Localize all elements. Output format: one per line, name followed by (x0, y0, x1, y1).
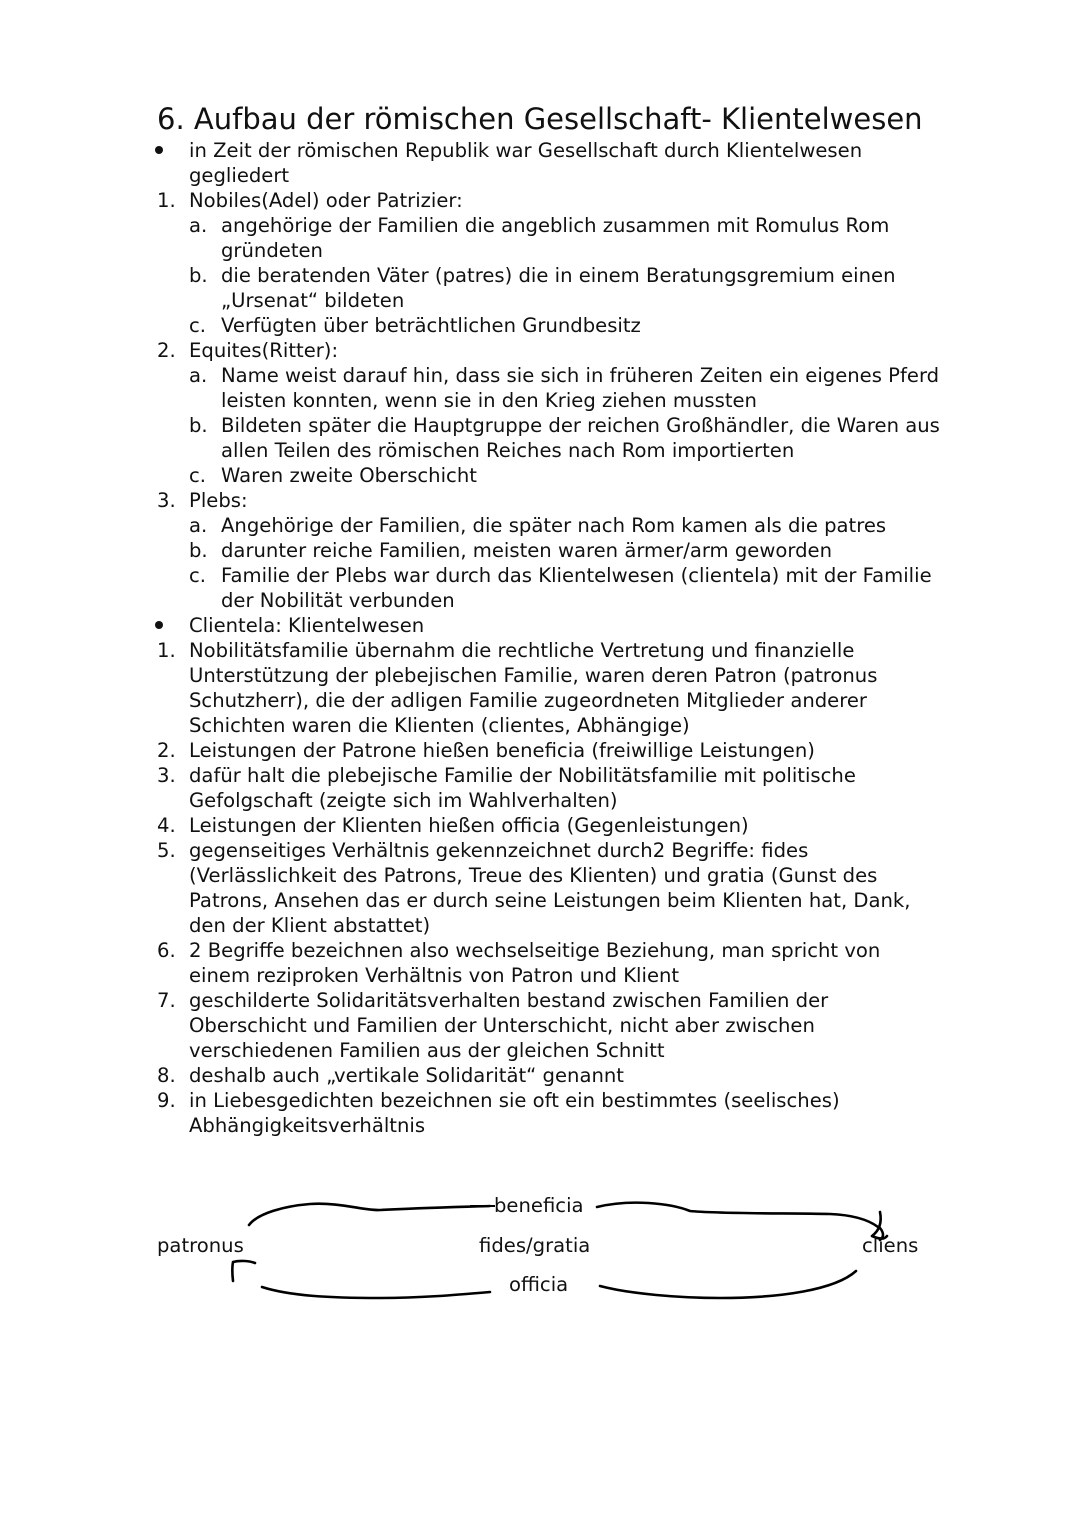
line-text: Angehörige der Familien, die später nach Rom kamen als die patres (221, 514, 887, 537)
clientela-point-line (0, 738, 1080, 763)
list-marker: 3. (157, 489, 176, 512)
officia-label: officia (509, 1273, 569, 1296)
clientela-point-line (0, 763, 1080, 788)
group-subitem-line (0, 213, 1080, 238)
title-text: Aufbau der römischen Gesellschaft- Klientelwesen (193, 102, 923, 136)
document-body (0, 138, 1080, 1138)
line-text: Name weist darauf hin, dass sie sich in früheren Zeiten ein eigenes Pferd (221, 364, 940, 387)
group-subitem-line (0, 538, 1080, 563)
group-subitem-line (0, 588, 1080, 613)
patron-client-diagram (0, 1180, 1080, 1320)
clientela-point-line (0, 1088, 1080, 1113)
clientela-point-line (0, 1063, 1080, 1088)
line-text: leisten konnten, wenn sie in den Krieg ziehen mussten (221, 389, 757, 412)
line-text: 2 Begriffe bezeichnen also wechselseitige Beziehung, man spricht von (189, 939, 881, 962)
line-text: Familie der Plebs war durch das Klientelwesen (clientela) mit der Familie (221, 564, 932, 587)
line-text: Schichten waren die Klienten (clientes, Abhängige) (189, 714, 690, 737)
list-marker: b. (189, 264, 208, 287)
group-subitem-line (0, 388, 1080, 413)
group-subitem-line (0, 438, 1080, 463)
list-marker: c. (189, 564, 207, 587)
group-subitem-line (0, 313, 1080, 338)
top-arc-left (249, 1204, 490, 1225)
line-text: Bildeten später die Hauptgruppe der reichen Großhändler, die Waren aus (221, 414, 940, 437)
line-text: Equites(Ritter): (189, 339, 339, 362)
line-text: Plebs: (189, 489, 248, 512)
group-subitem-line (0, 513, 1080, 538)
list-marker: 5. (157, 839, 176, 862)
line-text: einem reziproken Verhältnis von Patron und Klient (189, 964, 680, 987)
line-text: Unterstützung der plebejischen Familie, waren deren Patron (patronus (189, 664, 878, 687)
group-subitem-line (0, 238, 1080, 263)
list-marker: 7. (157, 989, 176, 1012)
line-text: „Ursenat“ bildeten (221, 289, 405, 312)
line-text: den der Klient abstattet) (189, 914, 431, 937)
line-text: Waren zweite Oberschicht (221, 464, 477, 487)
group-subitem-line (0, 263, 1080, 288)
group-subitem-line (0, 363, 1080, 388)
clientela-point-line (0, 1038, 1080, 1063)
clientela-point-line (0, 863, 1080, 888)
line-text: darunter reiche Familien, meisten waren ärmer/arm geworden (221, 539, 832, 562)
line-text: Verfügten über beträchtlichen Grundbesitz (221, 314, 641, 337)
list-marker: a. (189, 214, 208, 237)
clientela-point-line (0, 1113, 1080, 1138)
list-marker: b. (189, 414, 208, 437)
bullet-icon (155, 621, 163, 629)
line-text: der Nobilität verbunden (221, 589, 455, 612)
list-marker: c. (189, 464, 207, 487)
line-text: die beratenden Väter (patres) die in einem Beratungsgremium einen (221, 264, 896, 287)
line-text: angehörige der Familien die angeblich zusammen mit Romulus Rom (221, 214, 890, 237)
line-text: in Zeit der römischen Republik war Gesellschaft durch Klientelwesen (189, 139, 863, 162)
group-heading (0, 188, 1080, 213)
line-text: verschiedenen Familien aus der gleichen Schnitt (189, 1039, 665, 1062)
line-text: Gefolgschaft (zeigte sich im Wahlverhalten) (189, 789, 618, 812)
clientela-bullet-line (0, 613, 1080, 638)
line-text: Schutzherr), die der adligen Familie zugeordneten Mitglieder anderer (189, 689, 867, 712)
line-text: in Liebesgedichten bezeichnen sie oft ein bestimmtes (seelisches) (189, 1089, 840, 1112)
line-text: (Verlässlichkeit des Patrons, Treue des Klienten) und gratia (Gunst des (189, 864, 878, 887)
arrowhead-to-patronus (232, 1261, 255, 1281)
list-marker: 4. (157, 814, 176, 837)
fides-gratia-label: fides/gratia (479, 1234, 591, 1257)
beneficia-label: beneficia (494, 1194, 584, 1217)
line-text: Oberschicht und Familien der Unterschicht, nicht aber zwischen (189, 1014, 815, 1037)
line-text: Leistungen der Klienten hießen officia (Gegenleistungen) (189, 814, 749, 837)
clientela-point-line (0, 713, 1080, 738)
list-marker: a. (189, 364, 208, 387)
top-arc-right (597, 1203, 878, 1227)
clientela-point-line (0, 1013, 1080, 1038)
line-text: Nobilitätsfamilie übernahm die rechtliche Vertretung und finanzielle (189, 639, 855, 662)
group-subitem-line (0, 413, 1080, 438)
bottom-arc-right (600, 1271, 856, 1298)
list-marker: 2. (157, 739, 176, 762)
line-text: Nobiles(Adel) oder Patrizier: (189, 189, 463, 212)
list-marker: 6. (157, 939, 176, 962)
patronus-label: patronus (157, 1234, 244, 1257)
line-text: Abhängigkeitsverhältnis (189, 1114, 426, 1137)
clientela-point-line (0, 963, 1080, 988)
clientela-point-line (0, 838, 1080, 863)
intro-bullet-line (0, 138, 1080, 163)
clientela-point-line (0, 688, 1080, 713)
clientela-point-line (0, 913, 1080, 938)
line-text: allen Teilen des römischen Reiches nach Rom importierten (221, 439, 795, 462)
list-marker: a. (189, 514, 208, 537)
cliens-label: cliens (862, 1234, 919, 1257)
clientela-point-line (0, 888, 1080, 913)
list-marker: 1. (157, 639, 176, 662)
group-subitem-line (0, 463, 1080, 488)
clientela-point-line (0, 988, 1080, 1013)
line-text: geschilderte Solidaritätsverhalten bestand zwischen Familien der (189, 989, 829, 1012)
list-marker: c. (189, 314, 207, 337)
group-heading (0, 488, 1080, 513)
list-marker: 3. (157, 764, 176, 787)
clientela-point-line (0, 938, 1080, 963)
clientela-point-line (0, 788, 1080, 813)
clientela-point-line (0, 813, 1080, 838)
group-heading (0, 338, 1080, 363)
line-text: Clientela: Klientelwesen (189, 614, 425, 637)
line-text: gründeten (221, 239, 323, 262)
list-marker: b. (189, 539, 208, 562)
page-title (157, 100, 923, 138)
line-text: Leistungen der Patrone hießen beneficia (freiwillige Leistungen) (189, 739, 815, 762)
group-subitem-line (0, 288, 1080, 313)
group-subitem-line (0, 563, 1080, 588)
line-text: dafür halt die plebejische Familie der Nobilitätsfamilie mit politische (189, 764, 856, 787)
list-marker: 9. (157, 1089, 176, 1112)
line-text: gegliedert (189, 164, 290, 187)
line-text: deshalb auch „vertikale Solidarität“ genannt (189, 1064, 624, 1087)
list-marker: 8. (157, 1064, 176, 1087)
clientela-point-line (0, 663, 1080, 688)
bullet-icon (155, 146, 163, 154)
line-text: Patrons, Ansehen das er durch seine Leistungen beim Klienten hat, Dank, (189, 889, 911, 912)
intro-bullet-line (0, 163, 1080, 188)
title-number: 6. (157, 102, 185, 136)
line-text: gegenseitiges Verhältnis gekennzeichnet durch2 Begriffe: fides (189, 839, 809, 862)
bottom-arc-left (262, 1287, 490, 1298)
list-marker: 1. (157, 189, 176, 212)
clientela-point-line (0, 638, 1080, 663)
list-marker: 2. (157, 339, 176, 362)
